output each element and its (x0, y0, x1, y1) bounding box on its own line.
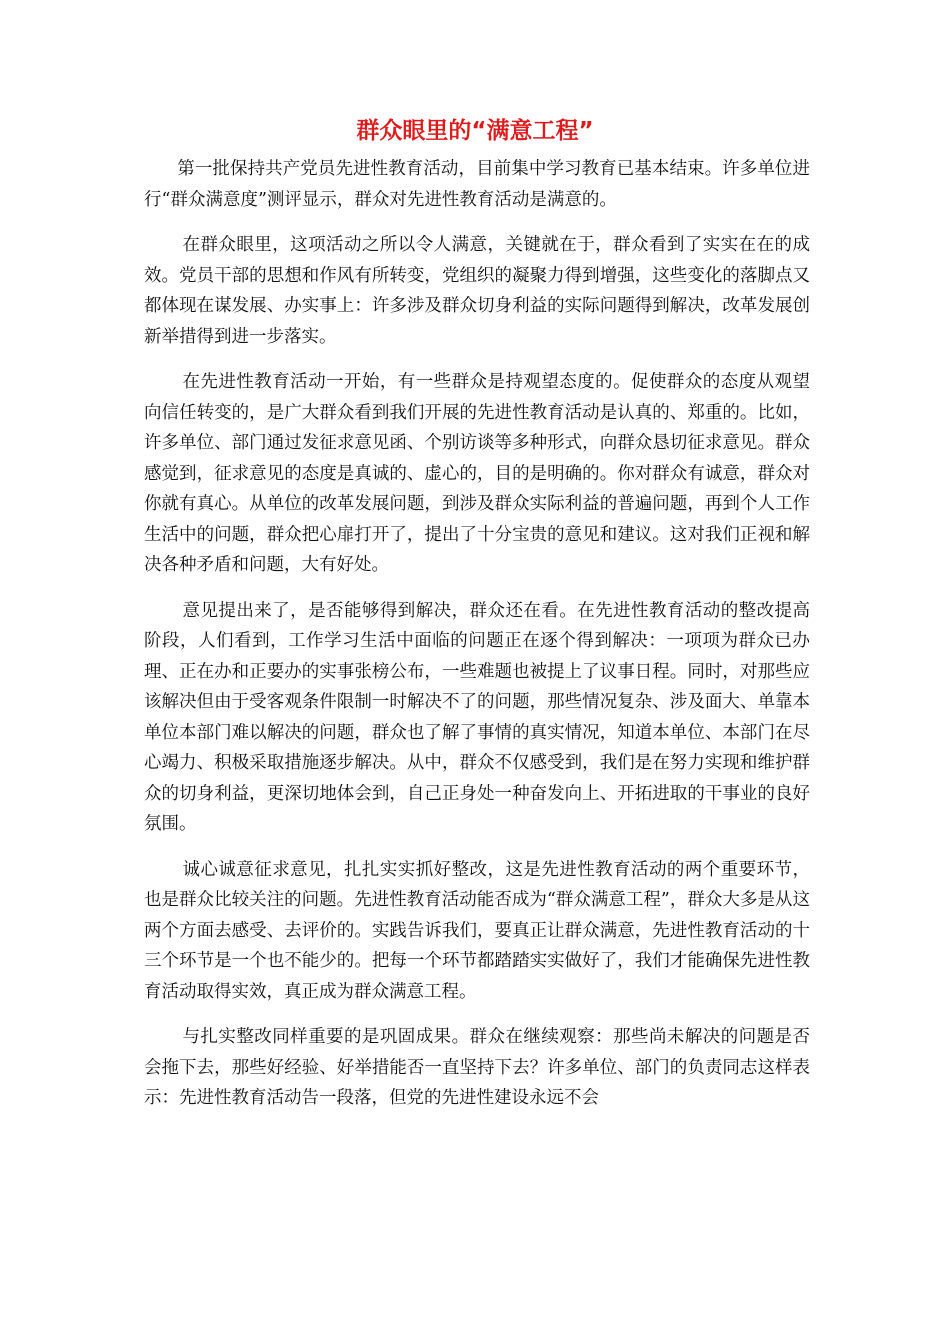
document-title: 群众眼里的“满意工程” (356, 118, 594, 144)
paragraph-2: 在群众眼里，这项活动之所以令人满意，关键就在于，群众看到了实实在在的成效。党员干部的思想和作风有所转变，党组织的凝聚力得到增强，这些变化的落脚点又都体现在谋发展、办实事上：许多涉及群众切身利益的实际问题得到解决，改革发展创新举措得到进一步落实。 (144, 235, 810, 347)
paragraph-6: 与扎实整改同样重要的是巩固成果。群众在继续观察：那些尚未解决的问题是否会拖下去，那些好经验、好举措能否一直坚持下去？许多单位、部门的负责同志这样表示：先进性教育活动告一段落，但党的先进性建设永远不会 (144, 1027, 810, 1108)
paragraph-1: 第一批保持共产党员先进性教育活动，目前集中学习教育已基本结束。许多单位进行“群众满意度”测评显示，群众对先进性教育活动是满意的。 (144, 159, 810, 210)
paragraph-3: 在先进性教育活动一开始，有一些群众是持观望态度的。促使群众的态度从观望向信任转变的，是广大群众看到我们开展的先进性教育活动是认真的、郑重的。比如，许多单位、部门通过发征求意见函、个别访谈等多种形式，向群众恳切征求意见。群众感觉到，征求意见的态度是真诚的、虚心的，目的是明确的。你对群众有诚意，群众对你就有真心。从单位的改革发展问题，到涉及群众实际利益的普遍问题，再到个人工作生活中的问题，群众把心扉打开了，提出了十分宝贵的意见和建议。这对我们正视和解决各种矛盾和问题，大有好处。 (144, 372, 810, 575)
paragraph-5: 诚心诚意征求意见，扎扎实实抓好整改，这是先进性教育活动的两个重要环节，也是群众比较关注的问题。先进性教育活动能否成为“群众满意工程”，群众大多是从这两个方面去感受、去评价的。实践告诉我们，要真正让群众满意，先进性教育活动的十三个环节是一个也不能少的。把每一个环节都踏踏实实做好了，我们才能确保先进性教育活动取得实效，真正成为群众满意工程。 (144, 859, 810, 1002)
paragraph-4: 意见提出来了，是否能够得到解决，群众还在看。在先进性教育活动的整改提高阶段，人们看到，工作学习生活中面临的问题正在逐个得到解决：一项项为群众已办理、正在办和正要办的实事张榜公布，一些难题也被提上了议事日程。同时，对那些应该解决但由于受客观条件限制一时解决不了的问题，那些情况复杂、涉及面大、单靠本单位本部门难以解决的问题，群众也了解了事情的真实情况，知道本单位、本部门在尽心竭力、积极采取措施逐步解决。从中，群众不仅感受到，我们是在努力实现和维护群众的切身利益，更深切地体会到，自己正身处一种奋发向上、开拓进取的干事业的良好氛围。 (144, 600, 810, 834)
document-body (144, 154, 810, 1129)
